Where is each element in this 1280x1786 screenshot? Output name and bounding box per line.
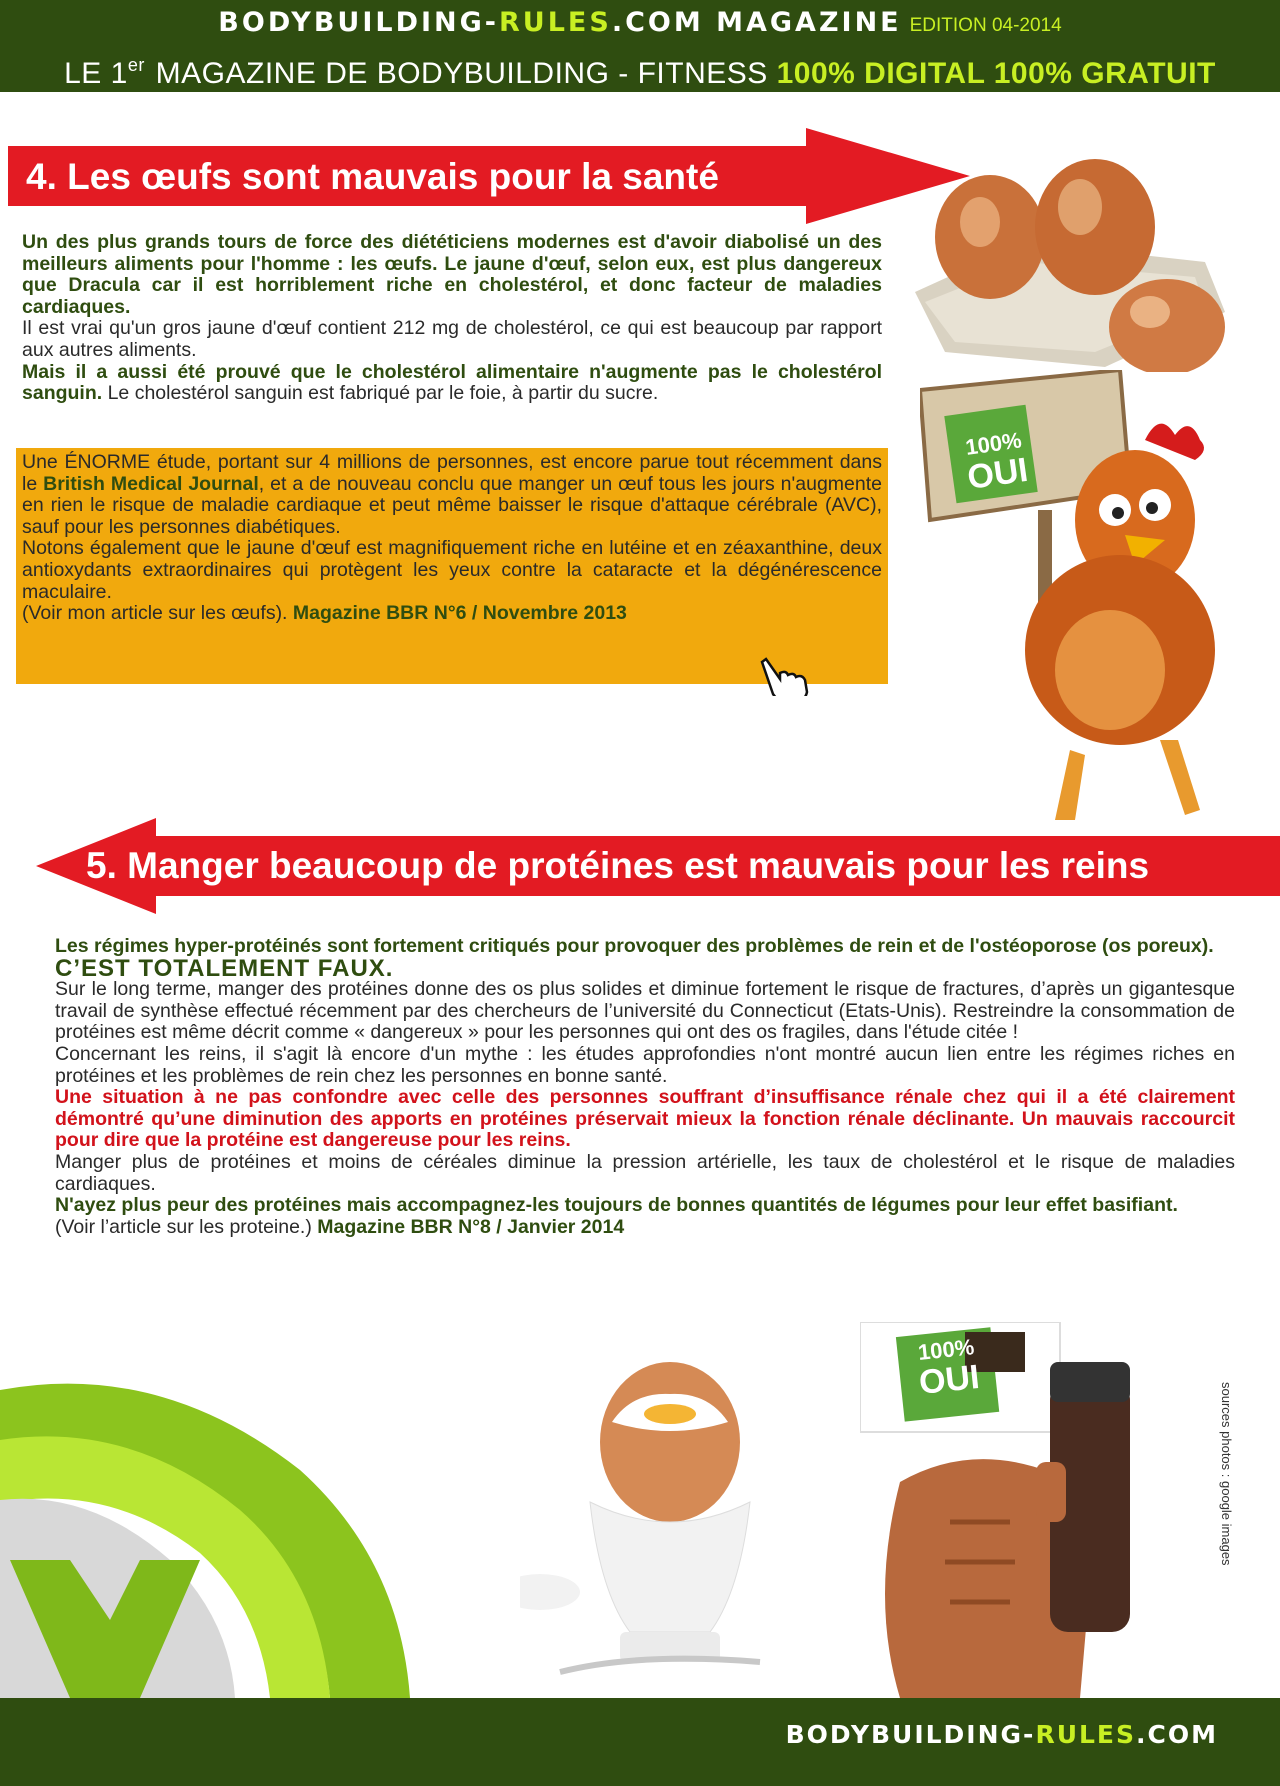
footer-brand-part: BODYBUILDING- xyxy=(785,1720,1036,1749)
reference-link[interactable]: Magazine BBR N°8 / Janvier 2014 xyxy=(317,1215,625,1238)
section4-paragraph: Il est vrai qu'un gros jaune d'œuf contient 212 mg de cholestérol, ce qui est beaucoup par rapport aux autres aliments. xyxy=(22,317,882,361)
pointing-hand-icon[interactable] xyxy=(758,656,810,696)
section5-banner xyxy=(36,818,1280,914)
section5-paragraph: Concernant les reins, il s'agit là encore d'un mythe : les études approfondies n'ont montré aucun lien entre les régimes riches en protéines et les problèmes de rein chez les personnes en bonne santé. xyxy=(55,1042,1235,1087)
section4-reference xyxy=(22,603,882,625)
sign-text xyxy=(952,427,1040,498)
boiled-egg-image xyxy=(520,1352,820,1698)
bbr-logo-image xyxy=(0,1370,420,1698)
sign-percent: 100% xyxy=(963,427,1024,460)
section4-study xyxy=(22,452,882,625)
sign-oui: OUI xyxy=(917,1357,982,1402)
section5-body xyxy=(55,936,1235,1238)
magazine-tagline xyxy=(0,46,1280,93)
tagline-highlight: 100% DIGITAL 100% GRATUIT xyxy=(776,57,1216,90)
section4-text: Le cholestérol sanguin est fabriqué par le foie, à partir du sucre. xyxy=(102,382,659,405)
section4-paragraph xyxy=(22,452,882,538)
reference-text: (Voir l’article sur les proteine.) xyxy=(55,1215,318,1238)
tagline-part: LE 1 xyxy=(64,57,128,90)
chicken-mascot-image xyxy=(920,370,1250,840)
footer-brand-part: .COM xyxy=(1136,1720,1218,1749)
photo-sources: sources photos : google images xyxy=(1219,1382,1234,1566)
sign-oui: OUI xyxy=(965,450,1031,497)
section5-conclusion: N'ayez plus peur des protéines mais accompagnez-les toujours de bonnes quantités de légumes pour leur effet basifiant. xyxy=(55,1194,1178,1217)
sign-text xyxy=(901,1334,995,1403)
section5-paragraph: Manger plus de protéines et moins de céréales diminue la pression artérielle, les taux de cholestérol et le risque de maladies cardiaques. xyxy=(55,1150,1235,1195)
section5-title: 5. Manger beaucoup de protéines est mauvais pour les reins xyxy=(86,845,1150,886)
footer-brand-highlight: RULES xyxy=(1035,1720,1137,1749)
tagline-part: MAGAZINE DE BODYBUILDING - FITNESS xyxy=(146,57,777,90)
brand-highlight: RULES xyxy=(499,7,612,38)
athlete-shaker-image xyxy=(860,1322,1200,1698)
eggs-carton-image xyxy=(905,142,1230,372)
section5-intro-bold: Les régimes hyper-protéinés sont fortement critiqués pour provoquer des problèmes de rein et de l'ostéoporose (os poreux). xyxy=(55,935,1214,957)
section5-warning: Une situation à ne pas confondre avec celle des personnes souffrant d’insuffisance rénale chez qui il a été clairement démontré qu’une diminution des apports en protéines préservait mieux la fonction rénale déclinante. Un mauvais raccourcit pour dire que la protéine est dangereuse pour les reins. xyxy=(55,1086,1235,1152)
section4-highlight: Mais il a aussi été prouvé que le cholestérol alimentaire n'augmente pas le cholestérol sanguin. xyxy=(22,360,882,405)
section5-reference xyxy=(55,1217,1235,1239)
footer-brand[interactable] xyxy=(786,1720,1218,1749)
section4-paragraph: Notons également que le jaune d'œuf est magnifiquement riche en lutéine et en zéaxanthine, deux antioxydants extraordinaires qui protègent les yeux contre la cataracte et la dégénérescence maculaire. xyxy=(22,537,882,603)
journal-name: British Medical Journal xyxy=(43,472,259,495)
magazine-header xyxy=(0,0,1280,92)
brand-part: BODYBUILDING- xyxy=(218,7,500,38)
section4-text: , et a de nouveau conclu que manger un œuf tous les jours n'augmente en rien le risque de maladie cardiaque et peut même baisser le risque d'attaque cérébrale (AVC), sauf pour les personnes diabétiques. xyxy=(22,472,882,538)
section5-paragraph: Sur le long terme, manger des protéines donne des os plus solides et diminue fortement le risque de fractures, d’après un gigantesque travail de synthèse effectué récemment par des chercheurs de l’université du Connecticut (Etats-Unis). Restreindre la consommation de protéines est même décrit comme « dangereux » pour les personnes qui ont des os fragiles, dans l'étude citée ! xyxy=(55,978,1235,1044)
section4-title: 4. Les œufs sont mauvais pour la santé xyxy=(26,156,719,197)
tagline-sup: er xyxy=(127,55,145,75)
magazine-title xyxy=(0,6,1280,43)
section4-intro xyxy=(22,232,882,405)
brand-part: .COM MAGAZINE xyxy=(611,7,902,38)
section4-intro-bold: Un des plus grands tours de force des diététiciens modernes est d'avoir diabolisé un des meilleurs aliments pour l'homme : les œufs. Le jaune d'œuf, selon eux, est plus dangereux que Dracula car il est horriblement riche en cholestérol, et donc facteur de maladies cardiaques. xyxy=(22,231,882,318)
sign-percent: 100% xyxy=(916,1334,976,1365)
section4-banner xyxy=(8,128,970,224)
section4-text: Une ÉNORME étude, portant sur 4 millions de personnes, est encore parue tout récemment dans le xyxy=(22,451,882,495)
reference-text: (Voir mon article sur les œufs). xyxy=(22,602,293,625)
reference-link[interactable]: Magazine BBR N°6 / Novembre 2013 xyxy=(292,602,627,625)
magazine-footer xyxy=(0,1698,1280,1786)
section4-paragraph xyxy=(22,362,882,405)
edition-label: EDITION 04-2014 xyxy=(909,15,1062,36)
section5-claim: C’EST TOTALEMENT FAUX. xyxy=(55,954,394,982)
